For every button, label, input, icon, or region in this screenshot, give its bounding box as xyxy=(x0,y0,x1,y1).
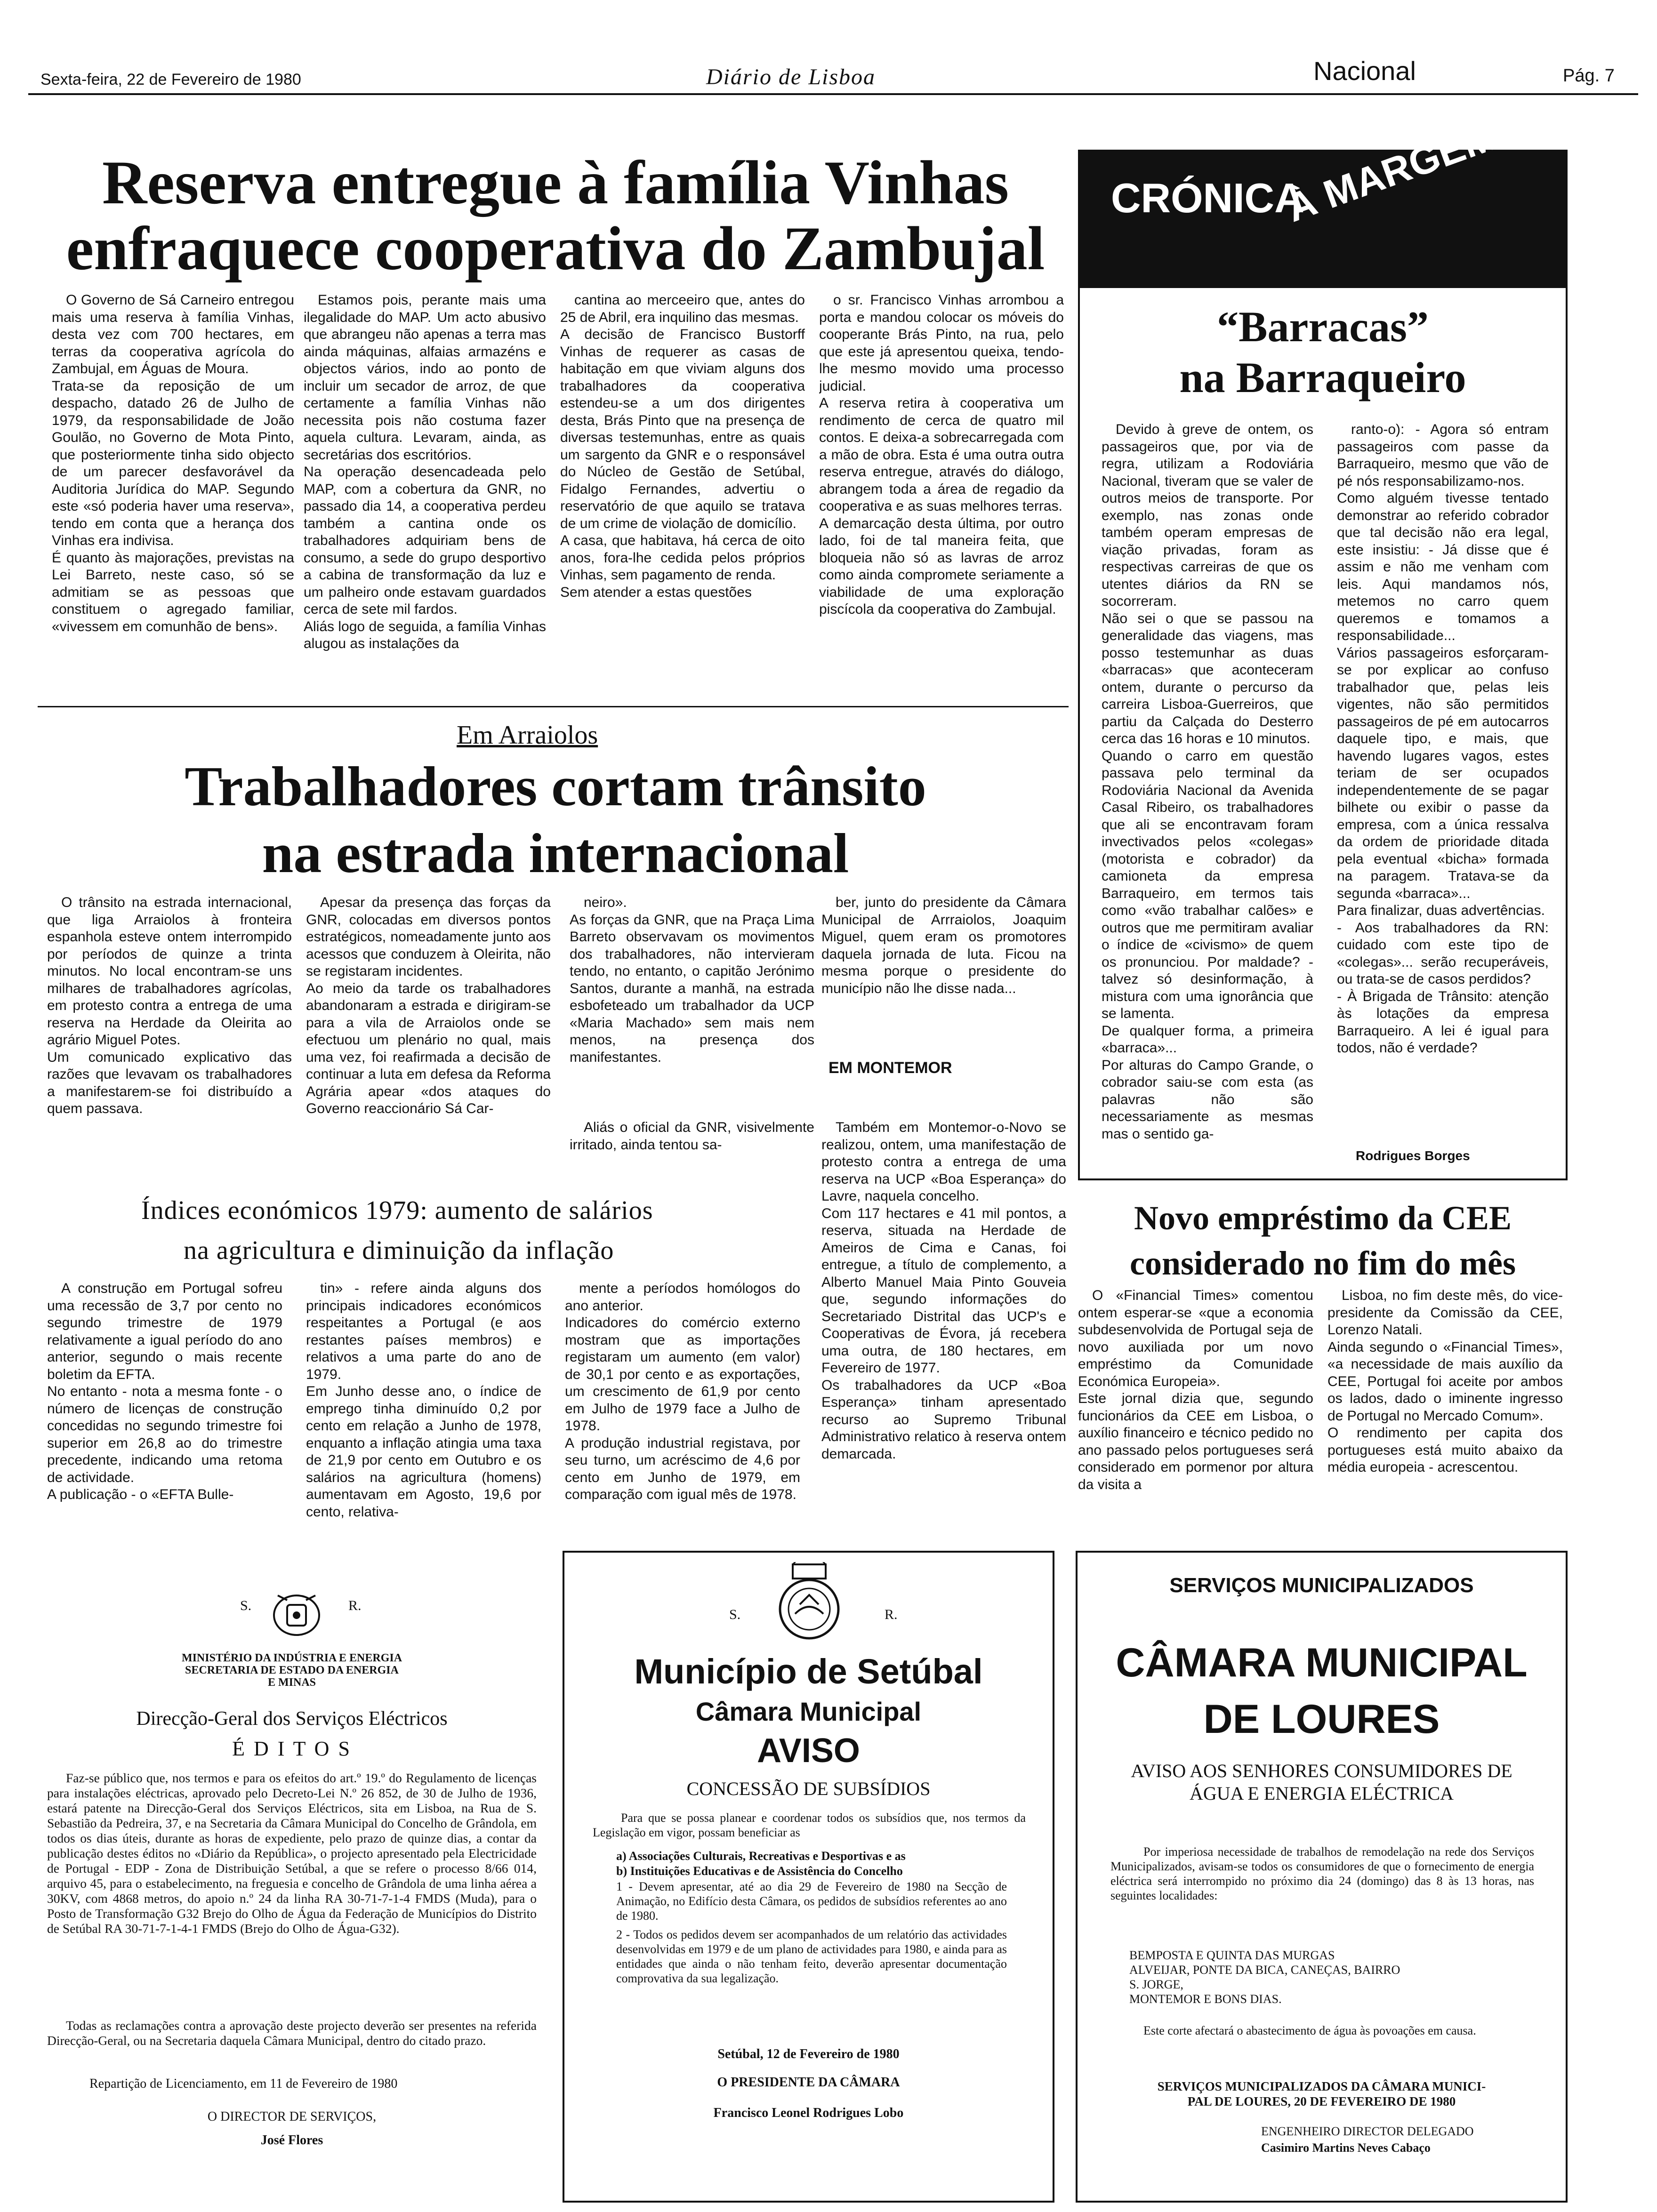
ad2-seal-r: R. xyxy=(885,1607,898,1622)
cronica-col1: Devido à greve de ontem, os passageiros que, por via de regra, utilizam a Rodoviária Nacional, tiveram que se valer de outros meios de transporte. Por exemplo, nas zonas onde também operam empresas de viação privadas, foram as respectivas carreiras de que os utentes diários da RN se socorreram. Não sei o que se passou na generalidade das viagens, mas posso testemunhar as duas «barracas» que aconteceram ontem, durante o percurso da carreira Lisboa-Guerreiros, que partiu da Calçada do Desterro cerca das 16 horas e 10 minutos. Quando o carro em questão passava pelo terminal da Rodoviária Nacional da Avenida Casal Ribeiro, os trabalhadores que ali se encontravam foram invectivados pelos «colegas» (motorista e cobrador) da camioneta da empresa Barraqueiro, em termos tais como «vão trabalhar calões» e outros que me permitiram avaliar o índice de «civismo» de quem os pronunciou. Por maldade? - talvez só desinformação, à mistura com uma ignorância que se lamenta. De qualquer forma, a primeira «barraca»... Por alturas do Campo Grande, o cobrador saiu-se com esta (as palavras não são necessariamente as mesmas mas o sentido ga- xyxy=(1102,422,1313,1142)
ad3-sign xyxy=(1078,2079,1566,2109)
cronica-banner-line2: À MARGEM xyxy=(1280,113,1502,231)
masthead-section: Nacional xyxy=(1313,56,1416,86)
ad2-place: Setúbal, 12 de Fevereiro de 1980 xyxy=(717,2047,900,2061)
article2-headline-line2: na estrada internacional xyxy=(262,822,849,884)
masthead-page: Pág. 7 xyxy=(1563,66,1615,86)
article2-subhead: EM MONTEMOR xyxy=(828,1059,952,1077)
ad1 xyxy=(42,1586,541,2188)
ad2-item-a: a) Associações Culturais, Recreativas e Desportivas e as xyxy=(616,1849,906,1863)
ad1-ministry-line2: SECRETARIA DE ESTADO DA ENERGIA xyxy=(185,1664,399,1676)
ad3-places xyxy=(1129,1948,1553,2006)
article1-headline-line1: Reserva entregue à família Vinhas xyxy=(102,148,1009,217)
ad3-role: ENGENHEIRO DIRECTOR DELEGADO xyxy=(1261,2124,1474,2138)
ad1-body2: Todas as reclamações contra a aprovação deste projecto deverão ser presentes na referida Direcção-Geral, ou na Secretaria daquela Câmara Municipal, dentro do citado prazo. xyxy=(47,2018,537,2048)
ad3-body: Por imperiosa necessidade de trabalhos de remodelação na rede dos Serviços Municipalizados, avisam-se todos os consumidores de que o fornecimento de energia eléctrica será interrompido no próximo dia 24 (domingo) das 8 às 13 horas, nas seguintes localidades: xyxy=(1110,1845,1534,1902)
ad1-ministry xyxy=(42,1652,541,1689)
article1-col1: O Governo de Sá Carneiro entregou mais uma reserva à família Vinhas, desta vez com 700 hectares, em terras da cooperativa agrícola do Zambujal, em Águas de Moura. Trata-se da reposição de um despacho, datado 26 de Julho de 1979, da responsabilidade de João Goulão, no Governo de Mota Pinto, que posteriormente tinha sido objecto de um parecer desfavorável da Auditoria Jurídica do MAP. Segundo este «só poderia haver uma reserva», tendo em conta que a herança dos Vinhas era indivisa. É quanto às majorações, previstas na Lei Barreto, neste caso, só se admitiam se as pessoas que constituem o agregado familiar, «vivessem em comunhão de bens». xyxy=(52,292,294,634)
ad2-p1: 1 - Devem apresentar, até ao dia 29 de Fevereiro de 1980 na Secção de Animação, no Edifício desta Câmara, os pedidos de subsídios referentes ao ano de 1980. xyxy=(616,1880,1007,1923)
article1-headline xyxy=(42,150,1069,281)
ad3-places-line4: MONTEMOR E BONS DIAS. xyxy=(1129,1992,1282,2006)
ad3-subtitle xyxy=(1078,1760,1566,1805)
article2-kicker: Em Arraiolos xyxy=(457,721,598,750)
ad3-places-line3: S. JORGE, xyxy=(1129,1978,1183,1991)
masthead-date: Sexta-feira, 22 de Fevereiro de 1980 xyxy=(40,71,301,88)
ad3-subtitle-line1: AVISO AOS SENHORES CONSUMIDORES DE xyxy=(1131,1760,1512,1781)
ad2-p2: 2 - Todos os pedidos devem ser acompanhados de um relatório das actividades desenvolvidas em 1979 e de um plano de actividades para 1980, e ainda para as entidades que ainda o não tenham feito, deverão apresentar documentação comprovativa da sua legalização. xyxy=(616,1928,1007,1985)
article2-headline-line1: Trabalhadores cortam trânsito xyxy=(185,755,926,817)
cronica-banner-line1: CRÓNICA xyxy=(1111,175,1304,221)
article2-col3a: neiro». As forças da GNR, que na Praça Lima Barreto observavam os movimentos dos trabalhadores, não intervieram tendo, no entanto, o capitão Jerónimo Santos, durante a manhã, na estrada esbofeteado um trabalhador da UCP «Maria Machado» sem mais nem menos, na presença dos manifestantes. xyxy=(570,895,814,1065)
ad1-seal-r: R. xyxy=(348,1598,362,1613)
ad1-office: Direcção-Geral dos Serviços Eléctricos xyxy=(136,1708,448,1730)
article1-col4: o sr. Francisco Vinhas arrombou a porta e mandou colocar os móveis do cooperante Brás Pinto, na rua, pelo que este já apresentou queixa, tendo-lhe mesmo movido uma processo judicial. A reserva retira à cooperativa um rendimento de cerca de quatro mil contos. E deixa-a sobrecarregada com a mão de obra. Esta é uma outra outra reserva entregue, através do diálogo, abrangem toda a área de regadio da cooperativa e as suas melhores terras. A demarcação desta última, por outro lado, foi de tal maneira feita, que bloqueia não só as lavras de arroz como ainda compromete seriamente a viabilidade de uma exploração piscícola da cooperativa do Zambujal. xyxy=(819,292,1064,617)
ad1-place: Repartição de Licenciamento, em 11 de Fevereiro de 1980 xyxy=(89,2076,398,2091)
ad2-title3: AVISO xyxy=(757,1732,860,1770)
ad3-places-line2: ALVEIJAR, PONTE DA BICA, CANEÇAS, BAIRRO xyxy=(1129,1963,1400,1977)
ad2-title1: Município de Setúbal xyxy=(634,1652,983,1691)
article1-headline-line2: enfraquece cooperativa do Zambujal xyxy=(66,214,1045,283)
masthead-paper: Diário de Lisboa xyxy=(706,64,876,89)
article4-headline-line2: considerado no fim do mês xyxy=(1129,1244,1516,1282)
article3-col3: mente a períodos homólogos do ano anterior. Indicadores do comércio externo mostram que as importações registaram um aumento (em valor) de 30,1 por cento e as exportações, um crescimento de 61,9 por cento em Julho de 1979 face a Julho de 1978. A produção industrial registava, por seu turno, um acréscimo de 4,6 por cento em Junho de 1979, em comparação com igual mês de 1978. xyxy=(565,1281,800,1502)
article2-headline xyxy=(42,753,1069,887)
ad3-places-line1: BEMPOSTA E QUINTA DAS MURGAS xyxy=(1129,1948,1335,1962)
ad3-sign-line1: SERVIÇOS MUNICIPALIZADOS DA CÂMARA MUNICI- xyxy=(1157,2079,1486,2093)
ad2-role: O PRESIDENTE DA CÂMARA xyxy=(717,2075,900,2090)
ad3-title2: DE LOURES xyxy=(1203,1697,1440,1742)
ad3-header: SERVIÇOS MUNICIPALIZADOS xyxy=(1169,1574,1474,1597)
ad2-item-b: b) Instituições Educativas e de Assistência do Concelho xyxy=(616,1864,903,1878)
article4-headline xyxy=(1078,1195,1568,1286)
masthead-rule xyxy=(28,93,1638,95)
article2-col1: O trânsito na estrada internacional, que liga Arraiolos à fronteira espanhola esteve ontem interrompido por períodos de quinze a trinta minutos. No local encontram-se uns milhares de trabalhadores agrícolas, em protesto contra a entrega de uma reserva na Herdade da Oleirita ao agrário Miguel Potes. Um comunicado explicativo das razões que levavam os trabalhadores a manifestarem-se foi distribuído a quem passava. xyxy=(47,895,292,1116)
ad1-role: O DIRECTOR DE SERVIÇOS, xyxy=(207,2109,377,2124)
ad1-ministry-line1: MINISTÉRIO DA INDÚSTRIA E ENERGIA xyxy=(181,1652,402,1664)
article2-col3b: Aliás o oficial da GNR, visivelmente irritado, ainda tentou sa- xyxy=(570,1120,814,1153)
ad1-ministry-line3: E MINAS xyxy=(267,1676,316,1689)
setubal-crest-icon xyxy=(767,1562,852,1642)
article4-col1: O «Financial Times» comentou ontem esperar-se «que a economia subdesenvolvida de Portugal seja de novo auxiliada por um novo empréstimo da Comunidade Económica Europeia». Este jornal dizia que, segundo funcionários da CEE em Lisboa, o auxílio financeiro e técnico pedido no ano passado pelos portugueses será considerado em pormenor por altura da visita a xyxy=(1078,1288,1313,1492)
article3-col1: A construção em Portugal sofreu uma recessão de 3,7 por cento no segundo trimestre de 1979 relativamente a igual período do ano anterior, segundo o mais recente boletim da EFTA. No entanto - nota a mesma fonte - o número de licenças de construção concedidas no segundo trimestre foi superior em 26,8 ao do trimestre precedente, indicando uma retoma de actividade. A publicação - o «EFTA Bulle- xyxy=(47,1281,282,1502)
ad3-name: Casimiro Martins Neves Cabaço xyxy=(1261,2141,1431,2155)
ad2-intro: Para que se possa planear e coordenar todos os subsídios que, nos termos da Legislação em vigor, possam beneficiar as xyxy=(593,1811,1026,1839)
ad3-title1: CÂMARA MUNICIPAL xyxy=(1116,1640,1528,1685)
ad2-seal-s: S. xyxy=(729,1607,741,1622)
ad3-subtitle-line2: ÁGUA E ENERGIA ELÉCTRICA xyxy=(1189,1783,1454,1804)
article1-col3: cantina ao merceeiro que, antes do 25 de Abril, era inquilino das mesmas. A decisão de Francisco Bustorff Vinhas de requerer as casas de habitação em que viviam alguns dos trabalhadores da cooperativa estendeu-se a um dos dirigentes desta, Brás Pinto que na presença de diversas testemunhas, entre as quais um sargento da GNR e o responsável do Núcleo de Gestão de Setúbal, Fidalgo Fernandes, advertiu o reservatório de que aquilo se tratava de um crime de violação de domicílio. A casa, que habitava, há cerca de oito anos, fora-lhe cedida pelos próprios Vinhas, sem pagamento de renda. Sem atender a estas questões xyxy=(560,292,805,600)
cronica-author: Rodrigues Borges xyxy=(1356,1148,1470,1163)
article4-col2: Lisboa, no fim deste mês, do vice-presidente da Comissão da CEE, Lorenzo Natali. Ainda segundo o «Financial Times», «a necessidade de mais auxílio da CEE, Portugal foi aceite por ambos os lados, dado o iminente ingresso de Portugal no Mercado Comum». O rendimento per capita dos portugueses está muito abaixo da média europeia - acrescentou. xyxy=(1327,1288,1563,1475)
cronica-title-line1: “Barracas” xyxy=(1217,303,1429,351)
ad2-title2: Câmara Municipal xyxy=(695,1697,922,1726)
article1-bottom-rule xyxy=(38,706,1069,707)
ad1-name: José Flores xyxy=(260,2133,323,2148)
article2-col4b: Também em Montemor-o-Novo se realizou, ontem, uma manifestação de protesto contra a entrega de uma reserva na UCP «Boa Esperança» do Lavre, naquela concelho. Com 117 hectares e 41 mil pontos, a reserva, situada na Herdade de Ameiros de Cima e Canas, foi entregue, a título de complemento, a Alberto Manuel Maia Pinto Gouveia que, segundo informações do Secretariado Distrital das UCP's e Cooperativas de Évora, já recebera uma outra, de 180 hectares, em Fevereiro de 1977. Os trabalhadores da UCP «Boa Esperança» tinham apresentado recurso ao Supremo Tribunal Administrativo relatico à reserva ontem demarcada. xyxy=(821,1120,1066,1462)
ad3 xyxy=(1076,1551,1568,2203)
article2-col4: ber, junto do presidente da Câmara Municipal de Arrraiolos, Joaquim Miguel, quem eram os promotores daquela jornada de luta. Ficou na mesma porque o presidente do município não lhe disse nada... xyxy=(821,895,1066,996)
cronica-col2: ranto-o): - Agora só entram passageiros com passe da Barraqueiro, mesmo que vão de pé nós responsabilizamo-nos. Como alguém tivesse tentado demonstrar ao referido cobrador que tal decisão não era legal, este insistiu: - Já disse que é assim e não me venham com leis. Aqui mandamos nós, metemos no carro quem queremos e tomamos a responsabilidade... Vários passageiros esforçaram-se por explicar ao confuso trabalhador que, pelas leis vigentes, não são permitidos passageiros de pé em autocarros daquele tipo, e mais, que havendo lugares vagos, estes teriam de ser ocupados independentemente de se pagar bilhete ou exibir o passe da empresa, com a única ressalva da ordem de prioridade ditada pela eventual «bicha» formada na paragem. Tratava-se da segunda «barraca»... Para finalizar, duas advertências. - Aos trabalhadores da RN: cuidado com este tipo de «colegas»... serão recuperáveis, ou trata-se de casos perdidos? - À Brigada de Trânsito: atenção às lotações da empresa Barraqueiro. A lei é igual para todos, não é verdade? xyxy=(1337,422,1549,1056)
article3-headline-line2: na agricultura e diminuição da inflação xyxy=(184,1236,614,1265)
article3-headline-line1: Índices económicos 1979: aumento de salários xyxy=(141,1196,653,1225)
ad1-body1: Faz-se público que, nos termos e para os efeitos do art.º 19.º do Regulamento de licenças para instalações eléctricas, aprovado pelo Decreto-Lei N.º 26 852, de 30 de Julho de 1936, estará patente na Direcção-Geral dos Serviços Eléctricos, sita em Lisboa, na Rua de S. Sebastião da Pedreira, 37, e na Secretaria da Câmara Municipal do Concelho de Grândola, em todos os dias úteis, durante as horas de expediente, pelo prazo de quinze dias, a contar da publicação destes éditos no «Diário da República», o projecto apresentado pela Electricidade de Portugal - EDP - Zona de Distribuição Setúbal, a que se refere o processo 8/66 014, arquivo 45, para o estabelecimento, na freguesia e concelho de Grândola de uma linha aérea a 30KV, com 4868 metros, do apoio n.º 24 da linha RA 30-71-7-1-4 FMDS (Muda), para o Posto de Transformação G32 Brejo do Olho de Água da Federação de Municípios do Distrito de Setúbal RA 30-71-7-1-4-1 FMDS (Brejo do Olho de Água-G32). xyxy=(47,1771,537,1936)
ad3-sign-line2: PAL DE LOURES, 20 DE FEVEREIRO DE 1980 xyxy=(1187,2094,1456,2108)
coat-of-arms-icon xyxy=(268,1586,325,1643)
article4-headline-line1: Novo empréstimo da CEE xyxy=(1134,1199,1512,1237)
article3-col2: tin» - refere ainda alguns dos principais indicadores económicos respeitantes a Portugal (e aos restantes países membros) e relativos a uma parte do ano de 1979. Em Junho desse ano, o índice de emprego tinha diminuído 0,2 por cento em relação a Junho de 1978, enquanto a inflação atingia uma taxa de 21,9 por cento em Outubro e os salários na agricultura (homens) aumentavam em Agosto, 19,6 por cento, relativa- xyxy=(306,1281,541,1520)
article1-col2: Estamos pois, perante mais uma ilegalidade do MAP. Um acto abusivo que abrangeu não apenas a terra mas ainda máquinas, alfaias armazéns e objectos vários, indo ao ponto de incluir um secador de arroz, de que certamente a família Vinhas não necessita pois não costuma fazer aquela cultura. Levaram, ainda, as secretárias dos escritórios. Na operação desencadeada pelo MAP, com a cobertura da GNR, no passado dia 14, a cooperativa perdeu também a cantina onde os trabalhadores adquiriam bens de consumo, a sede do grupo desportivo a cabina de transformação da luz e um palheiro onde estavam guardados cerca de sete mil fardos. Aliás logo de seguida, a família Vinhas alugou as instalações da xyxy=(304,292,546,651)
ad2-name: Francisco Leonel Rodrigues Lobo xyxy=(713,2106,904,2120)
ad1-seal-s: S. xyxy=(240,1598,252,1613)
cronica-title-line2: na Barraqueiro xyxy=(1179,353,1466,401)
ad3-note: Este corte afectará o abastecimento de água às povoações em causa. xyxy=(1143,2024,1476,2037)
cronica-title xyxy=(1083,301,1563,403)
ad1-title: É D I T O S xyxy=(232,1737,352,1760)
ad2-subtitle: CONCESSÃO DE SUBSÍDIOS xyxy=(686,1778,931,1799)
article2-col2: Apesar da presença das forças da GNR, colocadas em diversos pontos estratégicos, nomeadamente junto aos acessos que conduzem à Oleirita, não se registaram incidentes. Ao meio da tarde os trabalhadores abandonaram a estrada e dirigiram-se para a vila de Arraiolos onde se efectuou um plenário no qual, mais uma vez, foi reafirmada a decisão de continuar a luta em defesa da Reforma Agrária apear «dos ataques do Governo reaccionário Sá Car- xyxy=(306,895,551,1116)
ad2 xyxy=(563,1551,1054,2203)
